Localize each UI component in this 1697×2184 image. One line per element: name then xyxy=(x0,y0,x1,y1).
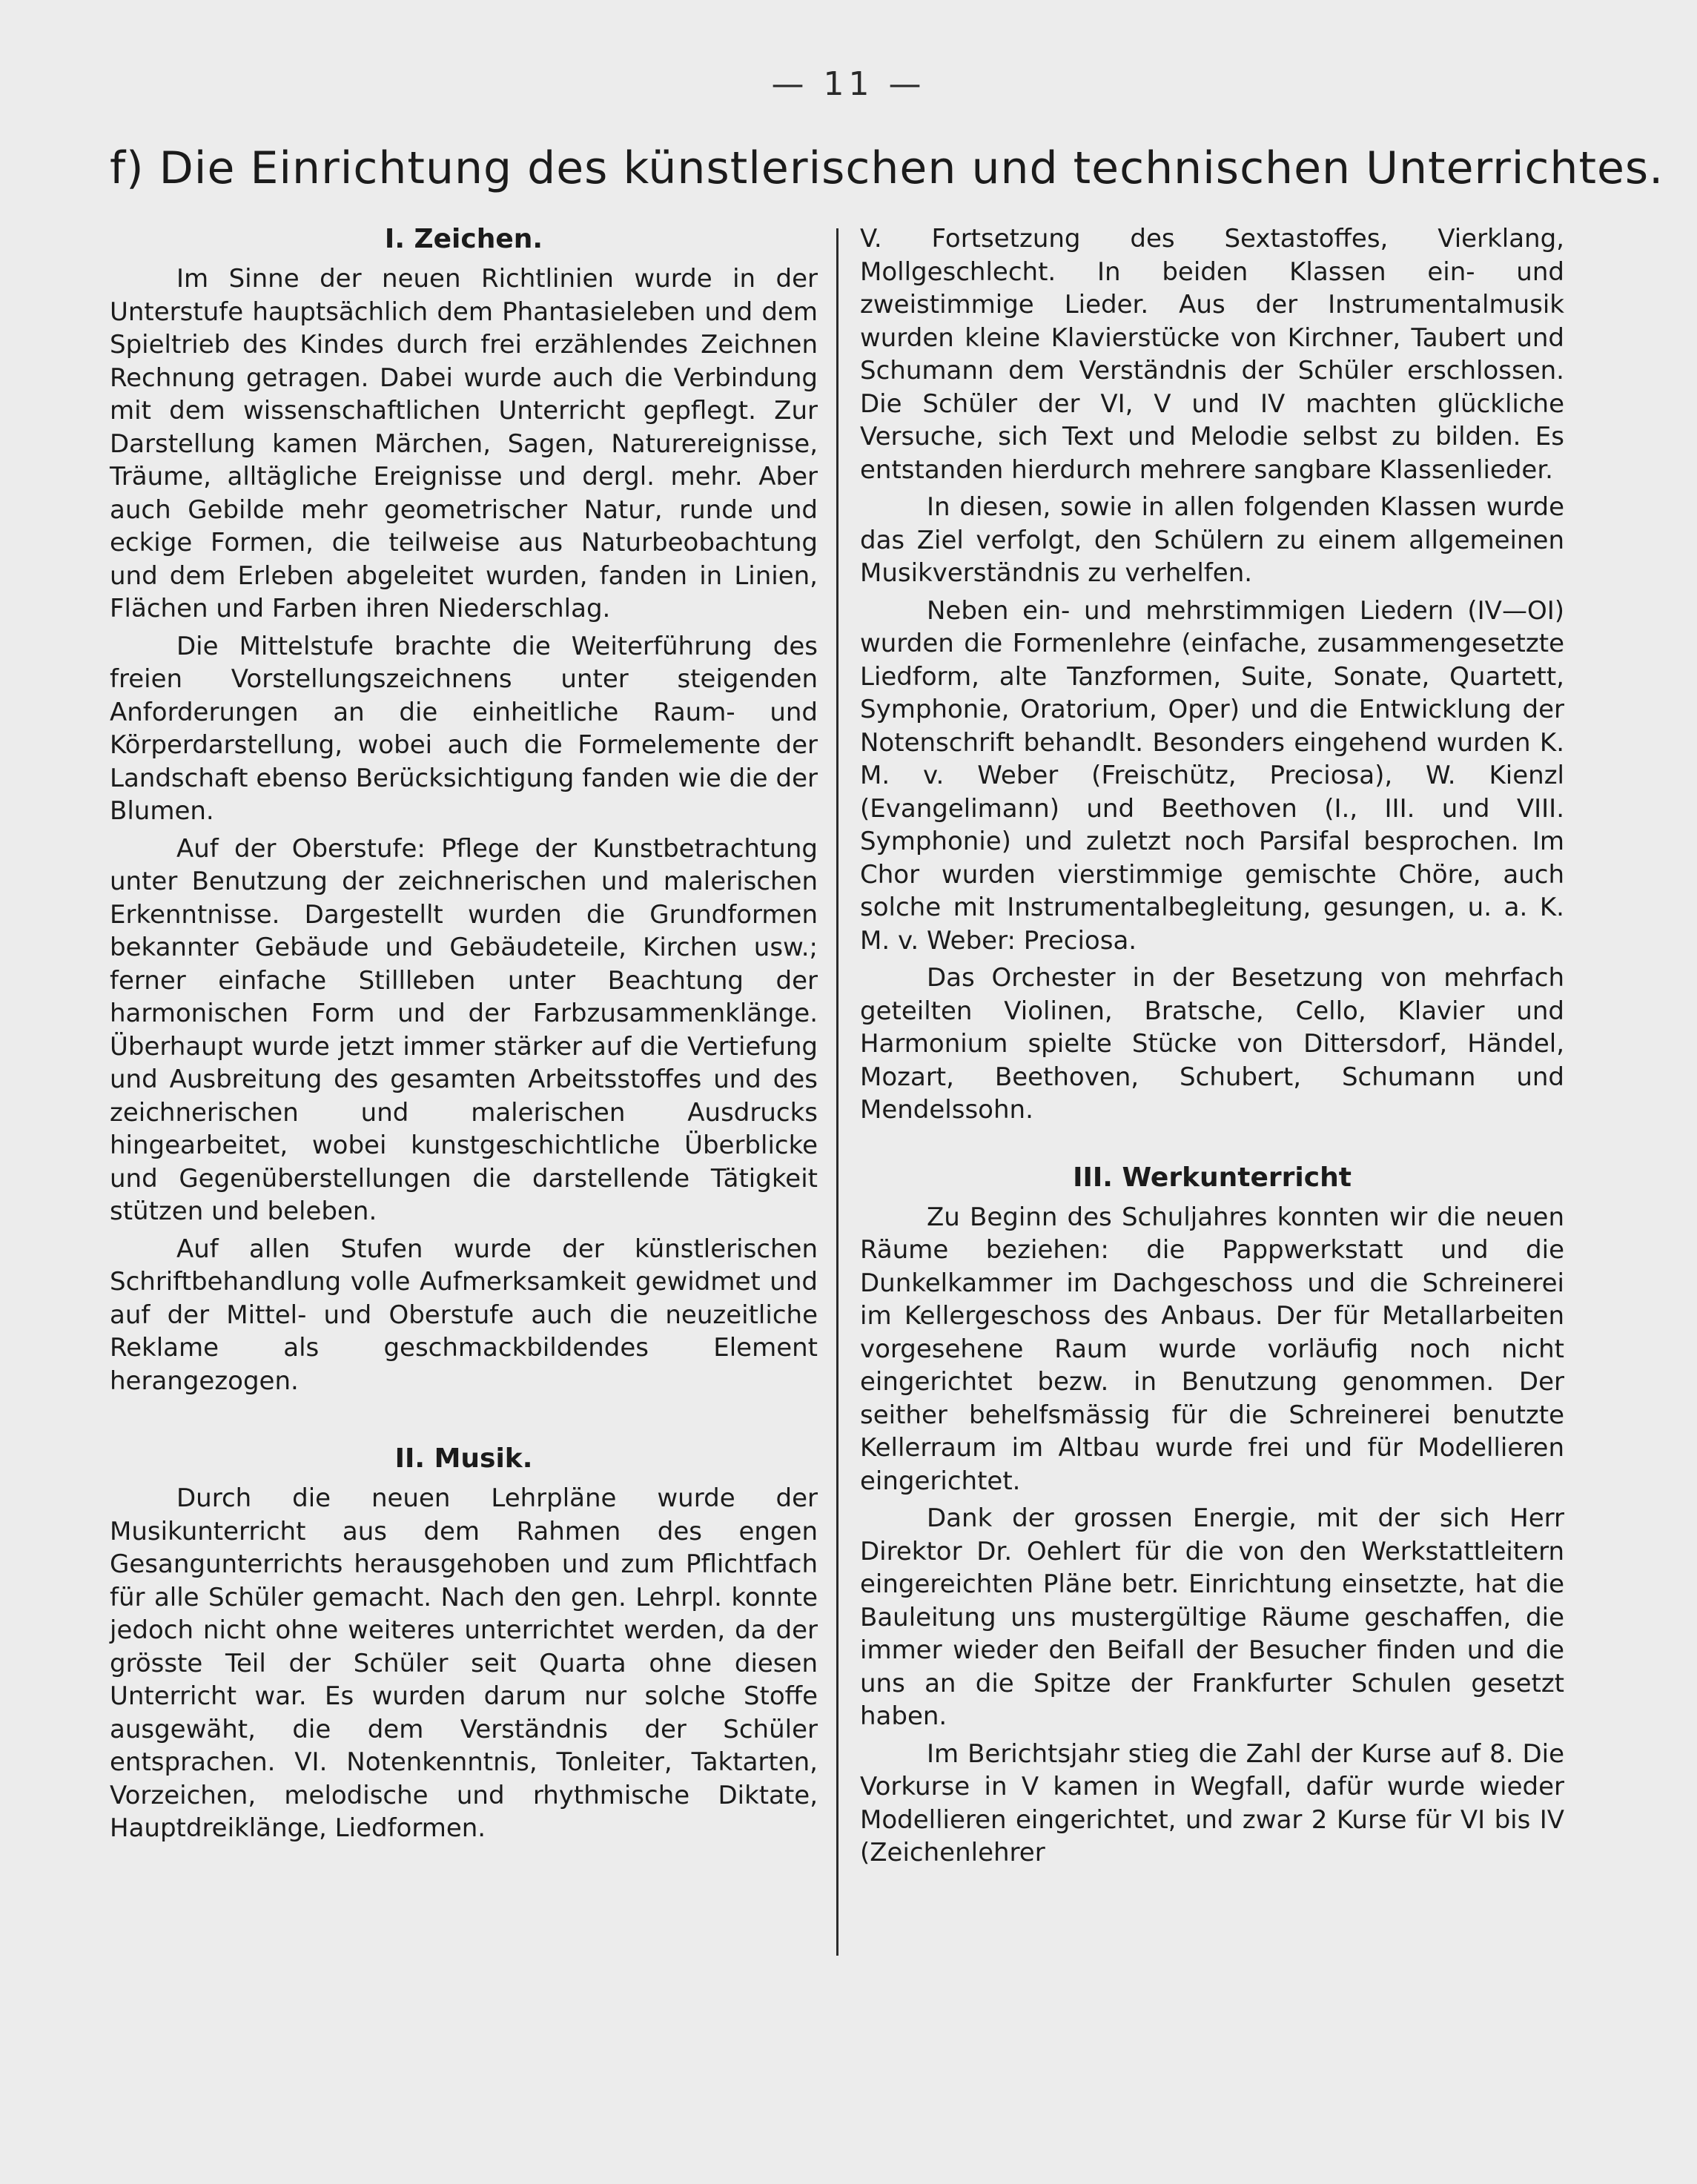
paragraph: Im Berichtsjahr stieg die Zahl der Kurse auf 8. Die Vorkurse in V kamen in Wegfall, dafür wurde wieder Modellieren eingerichtet, und zwar 2 Kurse für VI bis IV (Zeichenlehrer xyxy=(860,1738,1564,1867)
page-number: — 11 — xyxy=(771,65,926,103)
page-title: f) Die Einrichtung des künstlerischen und technischen Unterrichtes. xyxy=(110,142,1664,194)
paragraph: Auf der Oberstufe: Pflege der Kunstbetrachtung unter Benutzung der zeichnerischen und malerischen Erkenntnisse. Dargestellt wurden die Grundformen bekannter Gebäude und Gebäudeteile, Kirchen usw.; ferner einfache Stillleben unter Beachtung der harmonischen Form und der Farbzusammenklänge. Überhaupt wurde jetzt immer stärker auf die Vertiefung und Ausbreitung des gesamten Arbeitsstoffes und des zeichnerischen und malerischen Ausdrucks hingearbeitet, wobei kunstgeschichtliche Überblicke und Gegenüberstellungen die darstellende Tätigkeit stützen und beleben. xyxy=(110,833,818,1226)
section-heading-zeichen: I. Zeichen. xyxy=(384,224,543,254)
paragraph: Dank der grossen Energie, mit der sich Herr Direktor Dr. Oehlert für die von den Werkstattleitern eingereichten Pläne betr. Einrichtung einsetzte, hat die Bauleitung uns mustergültige Räume geschaffen, die immer wieder den Beifall der Besucher finden und die uns an die Spitze der Frankfurter Schulen gesetzt haben. xyxy=(860,1503,1564,1731)
right-column xyxy=(860,222,1564,1874)
column-divider xyxy=(836,228,838,1956)
section-heading-musik: II. Musik. xyxy=(394,1443,533,1474)
paragraph: V. Fortsetzung des Sextastoffes, Vierklang, Mollgeschlecht. In beiden Klassen ein- und zweistimmige Lieder. Aus der Instrumentalmusik wurden kleine Klavierstücke von Kirchner, Taubert und Schumann dem Verständnis der Schüler erschlossen. Die Schüler der VI, V und IV machten glückliche Versuche, sich Text und Melodie selbst zu bilden. Es entstanden hierdurch mehrere sangbare Klassenlieder. xyxy=(860,224,1564,485)
left-column xyxy=(110,222,818,1850)
section-spacer xyxy=(860,1131,1564,1161)
paragraph: Im Sinne der neuen Richtlinien wurde in der Unterstufe hauptsächlich dem Phantasieleben und dem Spieltrieb des Kindes durch frei erzählendes Zeichnen Rechnung getragen. Dabei wurde auch die Verbindung mit dem wissenschaftlichen Unterricht gepflegt. Zur Darstellung kamen Märchen, Sagen, Naturereignisse, Träume, alltägliche Ereignisse und dergl. mehr. Aber auch Gebilde mehr geometrischer Natur, runde und eckige Formen, die teilweise aus Naturbeobachtung und dem Erleben abgeleitet wurden, fanden in Linien, Flächen und Farben ihren Niederschlag. xyxy=(110,264,818,623)
paragraph: Das Orchester in der Besetzung von mehrfach geteilten Violinen, Bratsche, Cello, Klavier und Harmonium spielte Stücke von Dittersdorf, Händel, Mozart, Beethoven, Schubert, Schumann und Mendelssohn. xyxy=(860,963,1564,1125)
paragraph: Durch die neuen Lehrpläne wurde der Musikunterricht aus dem Rahmen des engen Gesangunterrichts herausgehoben und zum Pflichtfach für alle Schüler gemacht. Nach den gen. Lehrpl. konnte jedoch nicht ohne weiteres unterrichtet werden, da der grösste Teil der Schüler seit Quarta ohne diesen Unterricht war. Es wurden darum nur solche Stoffe ausgewäht, die dem Verständnis der Schüler entsprachen. VI. Notenkenntnis, Tonleiter, Taktarten, Vorzeichen, melodische und rhythmische Diktate, Hauptdreiklänge, Liedformen. xyxy=(110,1483,818,1843)
paragraph: Die Mittelstufe brachte die Weiterführung des freien Vorstellungszeichnens unter steigenden Anforderungen an die einheitliche Raum- und Körperdarstellung, wobei auch die Formelemente der Landschaft ebenso Berücksichtigung fanden wie die der Blumen. xyxy=(110,631,818,826)
paragraph: Auf allen Stufen wurde der künstlerischen Schriftbehandlung volle Aufmerksamkeit gewidmet und auf der Mittel- und Oberstufe auch die neuzeitliche Reklame als geschmackbildendes Element herangezogen. xyxy=(110,1234,818,1396)
section-spacer xyxy=(110,1402,818,1442)
paragraph: Neben ein- und mehrstimmigen Liedern (IV—OI) wurden die Formenlehre (einfache, zusammengesetzte Liedform, alte Tanzformen, Suite, Sonate, Quartett, Symphonie, Oratorium, Oper) und die Entwicklung der Notenschrift behandlt. Besonders eingehend wurden K. M. v. Weber (Freischütz, Preciosa), W. Kienzl (Evangelimann) und Beethoven (I., III. und VIII. Symphonie) und zuletzt noch Parsifal besprochen. Im Chor wurden vierstimmige gemischte Chöre, auch solche mit Instrumentalbegleitung, gesungen, u. a. K. M. v. Weber: Preciosa. xyxy=(860,595,1564,956)
section-heading-werkunterricht: III. Werkunterricht xyxy=(1073,1162,1352,1193)
paragraph: Zu Beginn des Schuljahres konnten wir die neuen Räume beziehen: die Pappwerkstatt und die Dunkelkammer im Dachgeschoss und die Schreinerei im Kellergeschoss des Anbaus. Der für Metallarbeiten vorgesehene Raum wurde vorläufig noch nicht eingerichtet bezw. in Benutzung genommen. Der seither behelfsmässig für die Schreinerei benutzte Kellerraum im Altbau wurde frei und für Modellieren eingerichtet. xyxy=(860,1202,1564,1496)
paragraph: In diesen, sowie in allen folgenden Klassen wurde das Ziel verfolgt, den Schülern zu einem allgemeinen Musikverständnis zu verhelfen. xyxy=(860,492,1564,588)
